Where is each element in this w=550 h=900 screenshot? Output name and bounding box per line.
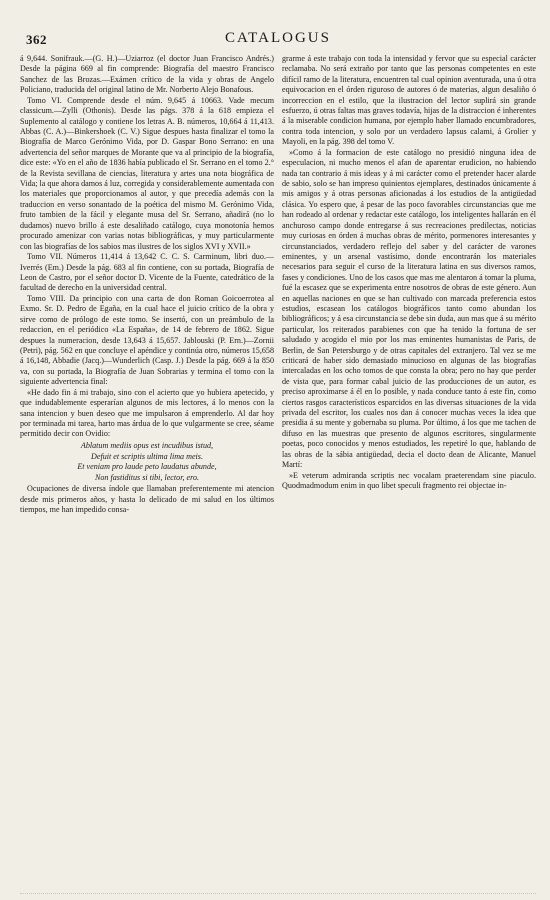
running-title: CATALOGUS [225,30,331,46]
latin-verse [20,441,274,483]
verse-line: Ablatum mediis opus est incudibus istud, [80,441,214,451]
paragraph: »Como á la formacion de este catálogo no presidió ninguna idea de especulacion, ni mucho menos el afan de aparentar erudicion, no habiendo nada tan contrario á mis ideas y á mi carácter como el pretender hacer alarde de sabio, solo se han impreso quinientos ejemplares, destinados únicamente á mis amigos y á otras personas aficionadas á los estudios de la antigüedad clásica. Yo espero que, á pesar de las poco favorables circunstancias que me han rodeado al ordenar y redactar este catálogo, los inteligentes hallarán en él anchuroso campo donde entregarse á sus recreaciones predilectas, noticias muy curiosas en órden á muchas obras de mérito, pormenores interesantes y circunstanciados, verdadero reflejo del saber y del carácter de varones eminentes, y un arsenal vastísimo, donde encontrarán los materiales necesarios para seguir el curso de la literatura latina en sus diversos ramos, fases y condiciones. Uno de los casos que mas me alentaron á tomar la pluma, fué la escasez que se experimenta entre nosotros de obras de este género. Aun en aquellas naciones en que se han cultivado con marcada preferencia estos estudios, escasean los catálogos biográficos tanto como abundan los bibliográficos; y á esa circunstancia se debe sin duda, aun mas que á su mérito particular, los reiterados parabienes con que ha tenido la fortuna de ser saludado y acogido el mio por los mas eminentes humanistas de Paris, de Berlin, de San Petersburgo y de otras capitales del extranjero. Tal vez se me criticará de haber sido demasiado minucioso en algunas de las biografías intercaladas en los ocho tomos de que consta la obra; pero no hay que perder de vista que, para formar cabal juicio de las producciones de un autor, es preciso aproximarse á él en lo posible, y nada conduce tanto á este fin, como ciertos rasgos característicos esparcidos en las diversas situaciones de la vida privada del escritor, los cuales nos dan á conocer muchas veces la idea que presidia á su mente y gobernaba su pluma. Por último, á los que me tachen de difuso en las muestras que presento de algunos escritores, singularmente poetas, poco conocidos y menos estudiados, les repetiré lo que, hablando de las obras de la sábia antigüedad, decia el docto dean de Alicante, Manuel Martí: [282,147,536,470]
right-column [282,54,536,516]
paragraph: grarme á este trabajo con toda la intensidad y fervor que su especial carácter reclamaba. No será extraño por tanto que las personas competentes en este difícil ramo de la literatura, encuentren tal cual opinion aventurada, una ú otra equivocacion en el órden riguroso de autores ó de materias, algun desaliño ó incorreccion en el estilo, que la ilustracion del lector suplirá sin grande esfuerzo, ú otras faltas mas graves todavía, hijas de la distraccion é inherentes á la miserable condicion humana, por ejemplo haber llamado encumbradores, contra toda intencion, y solo por un verdadero lapsus calami, á Grolier y Mayoli, en la pág. 398 del tomo V. [282,54,536,147]
paragraph: »E veterum admiranda scriptis nec vocalam praeterendam sine piaculo. Quodmadmodum enim in quo libet speculi fragmento rei objectae in- [282,470,536,491]
paragraph: Tomo VI. Comprende desde el núm. 9,645 á 10663. Vade mecum classicum.—Zylli (Othonis). Desde las págs. 378 á la 618 empieza el Suplemento al catálogo y contiene los letras A. B. números, 10,664 á 11,413. Abbas (C. A.)—Binkershoek (C. V.) Sigue despues hasta finalizar el tomo la Biografía de Marco Gerónimo Vida, por D. Gaspar Bono Serrano: en una advertencia del señor marques de Morante que va al principio de la biografía, dice este: «Yo en el año de 1836 había publicado el Sr. Serrano en el tomo 2.° de la Revista sevillana de ciencias, literatura y artes una nota biográfica de Vida; la que ahora damos á luz, corregida y considerablemente aumentada con los materiales que proporcionamos al autor, y que precedía además con la traduccion en verso sonantado de la poética del mismo M. Gerónimo Vida, fruto tambien de la fácil y elegante musa del Sr. Serrano, añadirá (no lo dudamos) nuevo brillo á este desaliñado catálogo, cuya monotonía hemos procurado amenizar con varias notas bibliográficas, y muy particularmente con las biografías de los sabios mas ilustres de los siglos XVI y XVII.» [20,95,274,251]
verse-line: Et veniam pro laude peto laudatus abunde, [77,462,217,472]
left-column [20,54,274,516]
page-number: 362 [26,32,47,47]
text-columns [20,54,536,516]
verse-line: Defuit et scriptis ultima lima meis. [91,451,203,461]
paragraph: Ocupaciones de diversa índole que llamaban preferentemente mi atencion desde mis primeros años, y hasta lo delicado de mi salud en los últimos tiempos, me han impedido consa- [20,484,274,515]
paragraph: á 9,644. Sonifrauk.—(G. H.)—Uziarroz (el doctor Juan Francisco Andrés.) Desde la página 669 al fin comprende: Biografía del maestro Francisco Sanchez de las Brozas.—Exámen crítico de la vida y obras de Angelo Policiano, traducida del original latino de Mr. Norberto Alejo Bonafous. [20,54,274,95]
paragraph: «He dado fin á mi trabajo, sino con el acierto que yo hubiera apetecido, y que indudablemente esperarían algunos de mis lectores, á lo menos con la sana intencion y buen deseo que me impulsaron á emprenderlo. Al dar hoy por terminada mi tarea, harto mas árdua de lo que vulgarmente se cree, séame permitido decir con Ovidio: [20,387,274,439]
page-header [20,26,536,50]
verse-line: Non fastiditus si tibi, lector, ero. [94,472,200,482]
paragraph: Tomo VII. Números 11,414 á 13,642 C. C. S. Carminum, libri duo.—Iverrés (Em.) Desde la pág. 683 al fin contiene, con su portada, Biografía de Leon de Castro, por el señor doctor D. Vicente de la Fuente, catedrático de la facultad de derecho en la universidad central. [20,252,274,293]
paragraph: Tomo VIII. Da principio con una carta de don Roman Goicoerrotea al Exmo. Sr. D. Pedro de Egaña, en la cual hace el juicio crítico de la obra y sirve como de prólogo de este tomo. Se insertó, con un preámbulo de la redaccion, en el periódico «La España», de 14 de febrero de 1862. Sigue despues la numeracion, desde 13,643 á 15,657. Jablouski (P. Ern.)—Zornii (Petri), pág. 562 en que concluye el apéndice y continúa otro, números 15,658 á 16,148, Abbadie (Jacq.)—Wunderlich (Casp. J.) Desde la pág. 669 á la 850 va, con su portada, la Biografía de Juan Sobrarias y termina el tomo con la siguiente advertencia final: [20,293,274,387]
page-edge [20,893,536,898]
